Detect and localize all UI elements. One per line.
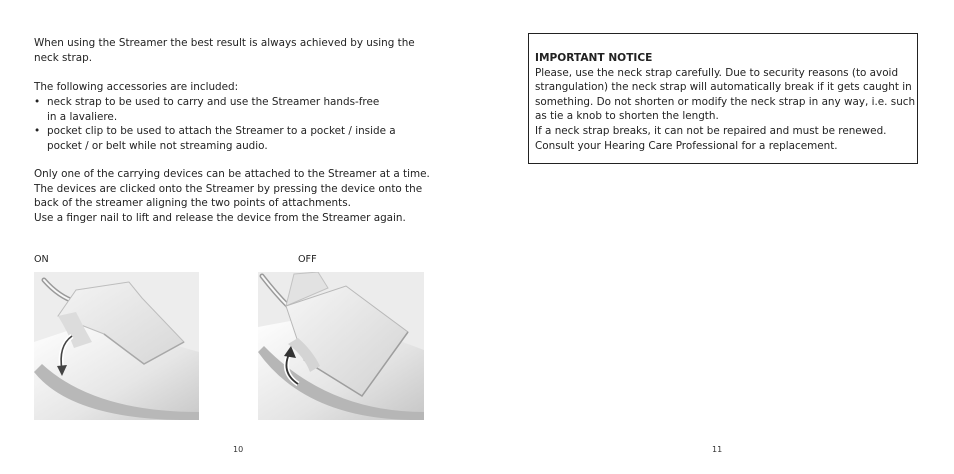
notice-line: Please, use the neck strap carefully. Due to security reasons (to avoid [535,66,899,79]
notice-line: If a neck strap breaks, it can not be repaired and must be renewed. [535,124,887,137]
label-on: ON [34,254,49,265]
list-item-line: pocket clip to be used to attach the Streamer to a pocket / inside a [47,125,396,138]
attach-line: The devices are clicked onto the Streamer by pressing the device onto the [34,182,423,195]
important-notice-box [528,33,918,164]
intro-paragraph [34,36,434,65]
intro-line: neck strap. [34,51,93,64]
list-item-line: neck strap to be used to carry and use the Streamer hands-free [47,96,380,108]
attach-line: back of the streamer aligning the two points of attachments. [34,197,351,210]
bullet: • [34,96,41,108]
accessories-list [34,95,434,153]
notice-title: IMPORTANT NOTICE [535,52,653,64]
notice-line: strangulation) the neck strap will automatically break if it gets caught in [535,81,912,94]
accessories-title: The following accessories are included: [34,81,239,93]
notice-line: as tie a knob to shorten the length. [535,110,719,123]
notice-line: something. Do not shorten or modify the neck strap in any way, i.e. such [535,95,916,108]
intro-line: When using the Streamer the best result is always achieved by using the [34,37,415,49]
clip-on-illustration [34,272,199,420]
bullet: • [34,125,41,138]
label-off: OFF [298,254,317,265]
page-number: 11 [712,445,723,454]
clip-off-illustration [258,272,424,420]
attach-line: Use a finger nail to lift and release the device from the Streamer again. [34,211,406,224]
page-number: 10 [233,445,244,454]
attach-line: Only one of the carrying devices can be attached to the Streamer at a time. [34,168,430,180]
list-item-line: pocket / or belt while not streaming audio. [47,139,268,152]
list-item [34,124,434,153]
attach-paragraph [34,167,434,225]
notice-line: Consult your Hearing Care Professional for a replacement. [535,139,838,152]
list-item-line: in a lavaliere. [47,110,118,123]
list-item [34,95,434,124]
right-page [477,0,954,474]
